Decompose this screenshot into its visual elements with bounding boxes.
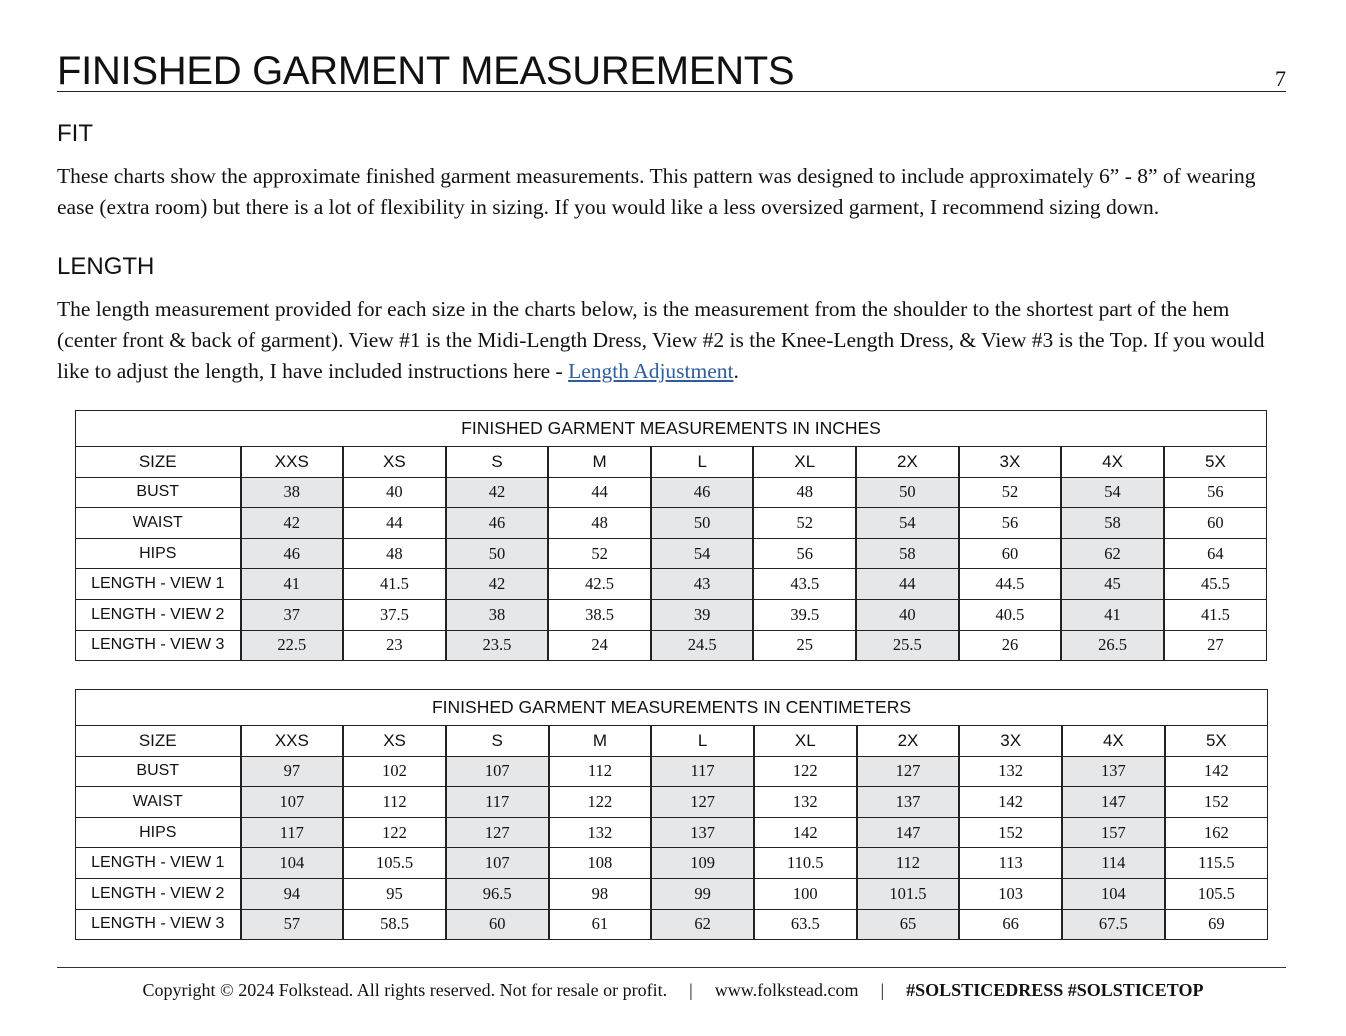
measurement-cell: 157 — [1062, 817, 1165, 848]
measurement-cell: 69 — [1165, 909, 1268, 940]
table-row — [76, 538, 1267, 569]
table-row — [76, 878, 1268, 909]
measurement-cell: 122 — [343, 817, 446, 848]
size-header-cell: XXS — [241, 726, 344, 757]
size-header-cell: 2X — [857, 726, 960, 757]
row-label: LENGTH - VIEW 2 — [76, 878, 241, 909]
measurement-cell: 117 — [651, 756, 754, 787]
table-row — [76, 630, 1267, 661]
measurement-cell: 132 — [549, 817, 652, 848]
measurement-cell: 52 — [959, 477, 1062, 508]
length-paragraph-end: . — [733, 359, 739, 383]
measurement-cell: 152 — [1165, 787, 1268, 818]
title-divider — [57, 91, 1286, 92]
size-header-cell: XL — [754, 726, 857, 757]
size-header-row — [76, 447, 1267, 478]
measurement-cell: 52 — [548, 538, 651, 569]
size-label: SIZE — [76, 447, 241, 478]
page-number: 7 — [1275, 66, 1286, 91]
measurement-cell: 41 — [1061, 599, 1164, 630]
row-label: WAIST — [76, 508, 241, 539]
measurement-cell: 41.5 — [343, 569, 446, 600]
measurement-cell: 122 — [754, 756, 857, 787]
footer-separator: | — [689, 980, 693, 1000]
measurement-cell: 57 — [241, 909, 344, 940]
measurement-cell: 112 — [549, 756, 652, 787]
measurement-cell: 23 — [343, 630, 446, 661]
row-label: HIPS — [76, 538, 241, 569]
copyright-text: Copyright © 2024 Folkstead. All rights reserved. Not for resale or profit. — [142, 980, 668, 1000]
measurement-cell: 95 — [343, 878, 446, 909]
measurement-cell: 39 — [651, 599, 754, 630]
measurement-cell: 38.5 — [548, 599, 651, 630]
measurement-cell: 142 — [754, 817, 857, 848]
measurement-cell: 44 — [343, 508, 446, 539]
measurement-cell: 42 — [446, 477, 549, 508]
footer — [0, 976, 1346, 1004]
measurement-cell: 62 — [1061, 538, 1164, 569]
table-row — [76, 787, 1268, 818]
measurement-cell: 37 — [241, 599, 344, 630]
measurement-cell: 44 — [856, 569, 959, 600]
length-heading: LENGTH — [57, 253, 155, 280]
measurement-cell: 60 — [446, 909, 549, 940]
measurement-cell: 162 — [1165, 817, 1268, 848]
measurement-cell: 105.5 — [343, 848, 446, 879]
table-row — [76, 477, 1267, 508]
size-header-cell: M — [548, 447, 651, 478]
measurement-cell: 42 — [446, 569, 549, 600]
measurement-cell: 94 — [241, 878, 344, 909]
row-label: LENGTH - VIEW 1 — [76, 848, 241, 879]
measurement-cell: 107 — [446, 756, 549, 787]
measurement-cell: 66 — [959, 909, 1062, 940]
measurement-cell: 48 — [753, 477, 856, 508]
measurement-cell: 115.5 — [1165, 848, 1268, 879]
measurement-cell: 105.5 — [1165, 878, 1268, 909]
measurement-cell: 48 — [548, 508, 651, 539]
length-paragraph-text: The length measurement provided for each size in the charts below, is the measurement from the shoulder to the shortest part of the hem (center front & back of garment). View #1 is the Midi-Length Dress, View #2 is the Knee-Length Dress, & View #3 is the Top. If you would like to adjust the length, I have included instructions here - — [57, 297, 1265, 383]
measurement-cell: 39.5 — [753, 599, 856, 630]
measurement-cell: 108 — [549, 848, 652, 879]
measurement-cell: 137 — [651, 817, 754, 848]
measurement-cell: 40 — [856, 599, 959, 630]
row-label: HIPS — [76, 817, 241, 848]
measurement-cell: 23.5 — [446, 630, 549, 661]
measurement-cell: 110.5 — [754, 848, 857, 879]
measurement-cell: 62 — [651, 909, 754, 940]
measurement-cell: 60 — [1164, 508, 1267, 539]
measurement-cell: 46 — [241, 538, 344, 569]
measurement-cell: 46 — [446, 508, 549, 539]
measurement-cell: 109 — [651, 848, 754, 879]
row-label: WAIST — [76, 787, 241, 818]
measurement-cell: 117 — [241, 817, 344, 848]
size-header-cell: 3X — [959, 447, 1062, 478]
measurement-cell: 100 — [754, 878, 857, 909]
measurement-cell: 104 — [241, 848, 344, 879]
table-caption: FINISHED GARMENT MEASUREMENTS IN CENTIMETERS — [76, 690, 1268, 726]
fit-paragraph: These charts show the approximate finished garment measurements. This pattern was designed to include approximately 6” - 8” of wearing ease (extra room) but there is a lot of flexibility in sizing. If you would like a less oversized garment, I recommend sizing down. — [57, 164, 1256, 219]
table-row — [76, 756, 1268, 787]
row-label: LENGTH - VIEW 1 — [76, 569, 241, 600]
measurement-cell: 25.5 — [856, 630, 959, 661]
measurement-cell: 22.5 — [241, 630, 344, 661]
measurement-cell: 147 — [1062, 787, 1165, 818]
measurement-cell: 127 — [857, 756, 960, 787]
measurement-cell: 112 — [343, 787, 446, 818]
size-label: SIZE — [76, 726, 241, 757]
size-header-cell: S — [446, 726, 549, 757]
measurement-cell: 26.5 — [1061, 630, 1164, 661]
measurement-cell: 48 — [343, 538, 446, 569]
measurement-cell: 147 — [857, 817, 960, 848]
measurement-cell: 43 — [651, 569, 754, 600]
measurement-cell: 54 — [651, 538, 754, 569]
inches-table — [75, 410, 1267, 661]
measurement-cell: 52 — [753, 508, 856, 539]
footer-divider — [57, 967, 1286, 968]
measurement-cell: 44 — [548, 477, 651, 508]
measurement-cell: 114 — [1062, 848, 1165, 879]
measurement-cell: 56 — [959, 508, 1062, 539]
measurement-cell: 45 — [1061, 569, 1164, 600]
size-header-cell: 5X — [1165, 726, 1268, 757]
fit-heading: FIT — [57, 120, 93, 147]
measurement-cell: 142 — [1165, 756, 1268, 787]
measurement-cell: 104 — [1062, 878, 1165, 909]
measurement-cell: 42.5 — [548, 569, 651, 600]
measurement-cell: 63.5 — [754, 909, 857, 940]
row-label: BUST — [76, 477, 241, 508]
measurement-cell: 54 — [1061, 477, 1164, 508]
measurement-cell: 40.5 — [959, 599, 1062, 630]
measurement-cell: 101.5 — [857, 878, 960, 909]
measurement-cell: 25 — [753, 630, 856, 661]
measurement-cell: 41 — [241, 569, 344, 600]
measurement-cell: 152 — [959, 817, 1062, 848]
measurement-cell: 54 — [856, 508, 959, 539]
measurement-cell: 117 — [446, 787, 549, 818]
size-header-cell: S — [446, 447, 549, 478]
measurement-cell: 58.5 — [343, 909, 446, 940]
row-label: LENGTH - VIEW 2 — [76, 599, 241, 630]
measurement-cell: 61 — [549, 909, 652, 940]
measurement-cell: 67.5 — [1062, 909, 1165, 940]
measurement-cell: 38 — [241, 477, 344, 508]
centimeters-table — [75, 689, 1268, 940]
measurement-cell: 65 — [857, 909, 960, 940]
table-row — [76, 817, 1268, 848]
measurement-cell: 122 — [549, 787, 652, 818]
size-header-row — [76, 726, 1268, 757]
table-row — [76, 599, 1267, 630]
measurement-cell: 50 — [446, 538, 549, 569]
measurement-cell: 132 — [754, 787, 857, 818]
website-text: www.folkstead.com — [714, 980, 859, 1000]
row-label: BUST — [76, 756, 241, 787]
measurement-cell: 40 — [343, 477, 446, 508]
measurement-cell: 58 — [1061, 508, 1164, 539]
measurement-cell: 56 — [1164, 477, 1267, 508]
measurement-cell: 24.5 — [651, 630, 754, 661]
measurement-cell: 60 — [959, 538, 1062, 569]
table-row — [76, 848, 1268, 879]
row-label: LENGTH - VIEW 3 — [76, 909, 241, 940]
measurement-cell: 98 — [549, 878, 652, 909]
length-adjustment-link[interactable]: Length Adjustment — [568, 359, 734, 383]
size-header-cell: XS — [343, 726, 446, 757]
length-paragraph — [57, 294, 1292, 387]
page-title: FINISHED GARMENT MEASUREMENTS — [57, 49, 795, 93]
measurement-cell: 24 — [548, 630, 651, 661]
measurement-cell: 112 — [857, 848, 960, 879]
size-header-cell: 5X — [1164, 447, 1267, 478]
measurement-cell: 64 — [1164, 538, 1267, 569]
measurement-cell: 107 — [241, 787, 344, 818]
measurement-cell: 50 — [856, 477, 959, 508]
measurement-cell: 113 — [959, 848, 1062, 879]
row-label: LENGTH - VIEW 3 — [76, 630, 241, 661]
measurement-cell: 132 — [959, 756, 1062, 787]
size-header-cell: M — [549, 726, 652, 757]
measurement-cell: 46 — [651, 477, 754, 508]
size-header-cell: 3X — [959, 726, 1062, 757]
measurement-cell: 41.5 — [1164, 599, 1267, 630]
footer-separator: | — [880, 980, 885, 1000]
measurement-cell: 43.5 — [753, 569, 856, 600]
measurement-cell: 107 — [446, 848, 549, 879]
size-header-cell: L — [651, 447, 754, 478]
measurement-cell: 27 — [1164, 630, 1267, 661]
measurement-cell: 96.5 — [446, 878, 549, 909]
measurement-cell: 102 — [343, 756, 446, 787]
size-header-cell: XL — [753, 447, 856, 478]
table-caption: FINISHED GARMENT MEASUREMENTS IN INCHES — [76, 411, 1267, 447]
measurement-cell: 42 — [241, 508, 344, 539]
measurement-cell: 103 — [959, 878, 1062, 909]
measurement-cell: 58 — [856, 538, 959, 569]
size-header-cell: XXS — [241, 447, 344, 478]
table-row — [76, 909, 1268, 940]
size-header-cell: 4X — [1061, 447, 1164, 478]
table-row — [76, 569, 1267, 600]
measurement-cell: 137 — [857, 787, 960, 818]
size-header-cell: 2X — [856, 447, 959, 478]
measurement-cell: 26 — [959, 630, 1062, 661]
table-row — [76, 508, 1267, 539]
measurement-cell: 127 — [446, 817, 549, 848]
measurement-cell: 38 — [446, 599, 549, 630]
size-header-cell: 4X — [1062, 726, 1165, 757]
measurement-cell: 99 — [651, 878, 754, 909]
measurement-cell: 56 — [753, 538, 856, 569]
size-header-cell: L — [651, 726, 754, 757]
measurement-cell: 45.5 — [1164, 569, 1267, 600]
measurement-cell: 44.5 — [959, 569, 1062, 600]
size-header-cell: XS — [343, 447, 446, 478]
measurement-cell: 50 — [651, 508, 754, 539]
measurement-cell: 127 — [651, 787, 754, 818]
measurement-cell: 37.5 — [343, 599, 446, 630]
measurement-cell: 137 — [1062, 756, 1165, 787]
measurement-cell: 97 — [241, 756, 344, 787]
measurement-cell: 142 — [959, 787, 1062, 818]
hashtags-text: #SOLSTICEDRESS #SOLSTICETOP — [906, 980, 1204, 1000]
